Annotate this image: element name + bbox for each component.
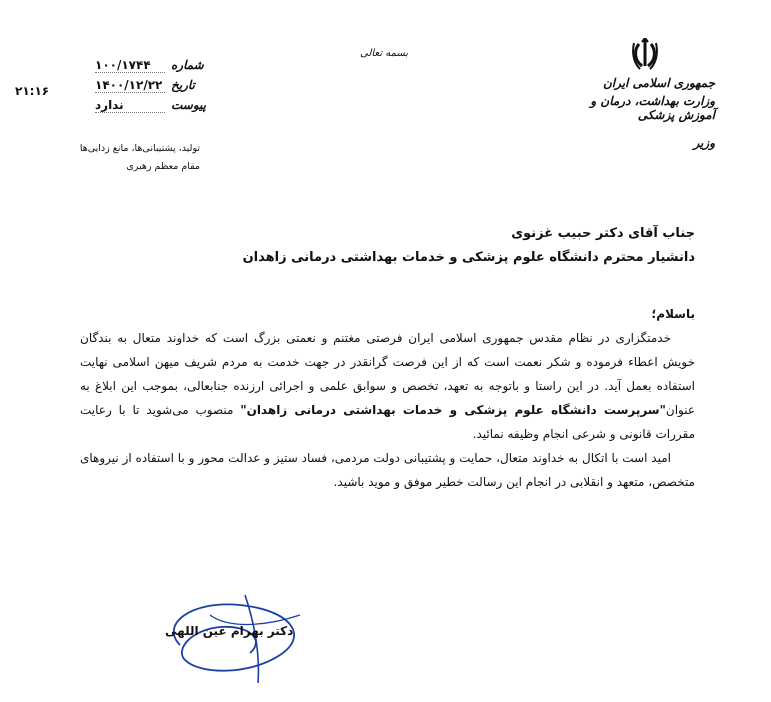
addressee-title: دانشیار محترم دانشگاه علوم پزشکی و خدمات بهداشتی درمانی زاهدان xyxy=(242,250,695,265)
office-title: وزیر xyxy=(693,136,715,150)
number-value: ۱۰۰/۱۷۴۴ xyxy=(95,58,165,73)
time-stamp: ۲۱:۱۶ xyxy=(15,84,50,98)
paragraph-appointment-text: خدمتگزاری در نظام مقدس جمهوری اسلامی ایران فرصتی مغتنم و نعمتی بزرگ است که خداوند متعال به بندگان خویش اعطاء فرموده و شکر نعمت است که از این فرصت گرانقدر در جهت خدمت به مردم شریف میهن اسلامی نهایت استفاده بعمل آید. در این راستا و باتوجه به تعهد، تخصص و سوابق علمی و اجرائی ارزنده جنابعالی، بموجب این ابلاغ به عنوان xyxy=(80,331,696,417)
ministry-header xyxy=(575,76,715,150)
quote-text: تولید، پشتیبانی‌ها، مانع زدایی‌ها xyxy=(79,143,200,154)
quote-source: مقام معظم رهبری xyxy=(126,161,200,172)
date-label: تاریخ xyxy=(171,78,195,92)
attachment-row xyxy=(95,98,215,118)
date-row xyxy=(95,78,215,98)
attachment-label: پیوست xyxy=(171,98,206,112)
paragraph-appointment xyxy=(80,326,695,446)
attachment-value: ندارد xyxy=(95,98,165,113)
leader-quote xyxy=(60,140,200,176)
date-value: ۱۴۰۰/۱۲/۲۲ xyxy=(95,78,165,93)
basmala: بسمه تعالی xyxy=(360,48,409,59)
addressee-name: جناب آقای دکتر حبیب غزنوی xyxy=(511,226,695,241)
letter-body xyxy=(80,302,695,494)
salutation: باسلام؛ xyxy=(651,307,695,321)
paragraph-appointment-end: منصوب می‌شوید تا با رعایت مقررات قانونی و شرعی انجام وظیفه نمائید. xyxy=(80,403,695,441)
iran-emblem-icon xyxy=(630,38,660,72)
signer-name: دکتر بهرام عین اللهی xyxy=(165,624,294,638)
paragraph-closing: امید است با اتکال به خداوند متعال، حمایت و پشتیبانی دولت مردمی، فساد ستیز و عدالت محور و با استفاده از نیروهای متخصص، متعهد و انقلابی در انجام این رسالت خطیر موفق و موید باشید. xyxy=(80,451,695,489)
number-row xyxy=(95,58,215,78)
letter-meta xyxy=(95,58,215,118)
addressee-block xyxy=(95,222,695,270)
country-name: جمهوری اسلامی ایران xyxy=(602,76,715,90)
ministry-name: وزارت بهداشت، درمان و آموزش پزشکی xyxy=(590,94,715,122)
appointment-title: "سرپرست دانشگاه علوم پزشکی و خدمات بهداشتی درمانی زاهدان" xyxy=(240,403,666,417)
number-label: شماره xyxy=(171,58,204,72)
